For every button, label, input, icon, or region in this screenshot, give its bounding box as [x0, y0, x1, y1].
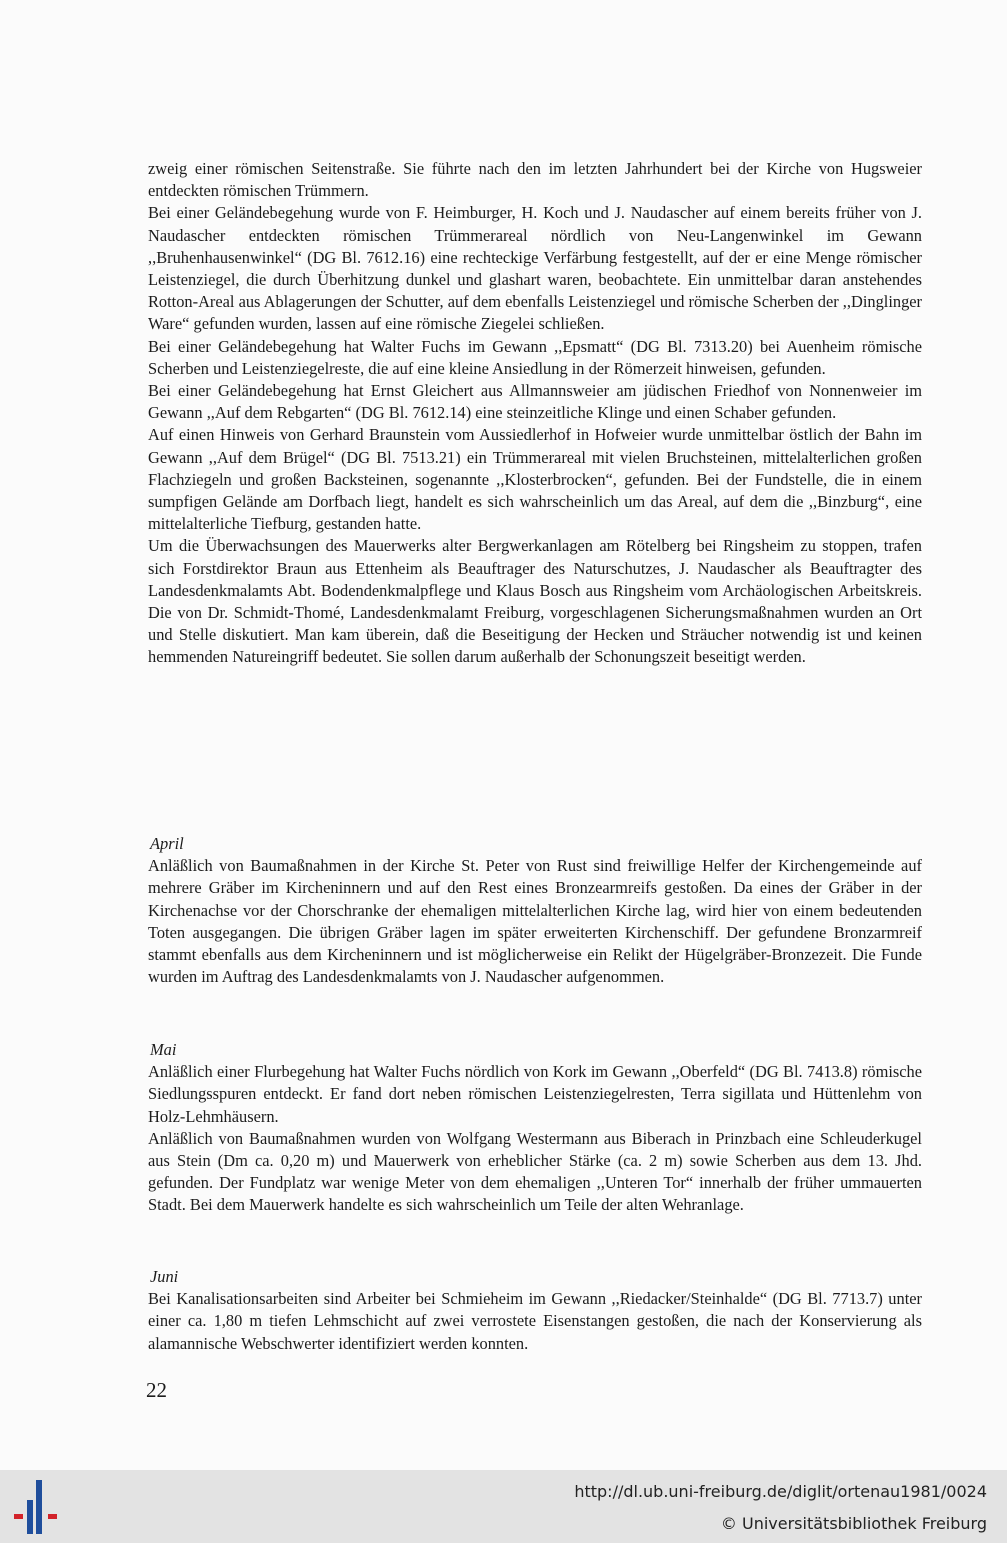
copyright-notice: © Universitätsbibliothek Freiburg — [720, 1514, 987, 1533]
library-footer — [0, 1470, 1007, 1543]
paragraph: Auf einen Hinweis von Gerhard Braunstein vom Aussiedlerhof in Hofweier wurde unmittelbar östlich der Bahn im Gewann ,,Auf dem Brügel“ (DG Bl. 7513.21) ein Trümmerareal mit vielen Bruchsteinen, mittelalterlichen großen Flachziegeln und großen Backsteinen, sogenannte ,,Klosterbrocken“, gefunden. Bei der Fundstelle, die in einem sumpfigen Gelände am Dorfbach liegt, handelt es sich wahrscheinlich um das Areal, auf dem die ,,Binzburg“, eine mittelalterliche Tiefburg, gestanden hatte. — [148, 425, 922, 534]
paragraph: Um die Überwachsungen des Mauerwerks alter Bergwerkanlagen am Rötelberg bei Ringsheim zu stoppen, trafen sich Forstdirektor Braun aus Ettenheim als Beauftrager des Naturschutzes, J. Naudascher als Beauftragter des Landesdenkmalamts Abt. Bodendenkmalpflege und Klaus Bosch aus Ringsheim vom Archäologischen Arbeitskreis. Die von Dr. Schmidt-Thomé, Landesdenkmalamt Freiburg, vorgeschlagenen Sicherungsmaßnahmen wurden an Ort und Stelle diskutiert. Man kam überein, daß die Beseitigung der Hecken und Sträucher notwendig ist und keinen hemmenden Natureingriff bedeutet. Sie sollen darum außerhalb der Schonungszeit beseitigt werden. — [148, 536, 922, 667]
section-juni — [148, 1266, 922, 1355]
paragraph: zweig einer römischen Seitenstraße. Sie führte nach den im letzten Jahrhundert bei der Kirche von Hugsweier entdeckten römischen Trümmern. — [148, 159, 922, 201]
page-number: 22 — [146, 1378, 167, 1402]
paragraph: Anläßlich von Baumaßnahmen in der Kirche St. Peter von Rust sind freiwillige Helfer der Kirchengemeinde auf mehrere Gräber im Kircheninnern und auf den Rest eines Bronzearmreifs gestoßen. Da eines der Gräber in der Kirchenachse vor der Chorschranke der ehemaligen mittelalterlichen Kirche lag, wird hier von einem bedeutenden Toten ausgegangen. Die übrigen Gräber lagen im später erweiterten Kirchenschiff. Der gefundene Bronzarmreif stammt ebenfalls aus dem Kircheninnern und ist möglicherweise ein Relikt der Hügelgräber-Bronzezeit. Die Funde wurden im Auftrag des Landesdenkmalamts von J. Naudascher aufgenommen. — [148, 856, 922, 987]
paragraph: Anläßlich einer Flurbegehung hat Walter Fuchs nördlich von Kork im Gewann ,,Oberfeld“ (DG Bl. 7413.8) römische Siedlungsspuren entdeckt. Er fand dort neben römischen Leistenziegelresten, Terra sigillata und Hüttenlehm von Holz-Lehmhäusern. — [148, 1062, 922, 1126]
paragraph: Bei Kanalisationsarbeiten sind Arbeiter bei Schmieheim im Gewann ,,Riedacker/Steinhalde“ (DG Bl. 7713.7) unter einer ca. 1,80 m tiefen Lehmschicht auf zwei verrostete Eisenstangen gestoßen, die nach der Konservierung als alamannische Webschwerter identifiziert werden konnten. — [148, 1289, 922, 1353]
paragraph: Bei einer Geländebegehung wurde von F. Heimburger, H. Koch und J. Naudascher auf einem bereits früher von J. Naudascher entdeckten römischen Trümmerareal nördlich von Neu-Langenwinkel im Gewann ,,Bruhenhausenwinkel“ (DG Bl. 7612.16) eine rechteckige Verfärbung festgestellt, auf der er eine Menge römischer Leistenziegel, die durch Überhitzung dunkel und glashart waren, beobachtete. Ein unmittelbar daran anstehendes Rotton-Areal aus Ablagerungen der Schutter, auf dem ebenfalls Leistenziegel und römische Scherben der ,,Dinglinger Ware“ gefunden wurden, lassen auf eine römische Ziegelei schließen. — [148, 203, 923, 334]
section-mai — [148, 1039, 922, 1217]
section-april — [148, 833, 922, 988]
paragraph: Anläßlich von Baumaßnahmen wurden von Wolfgang Westermann aus Biberach in Prinzbach eine Schleuderkugel aus Stein (Dm ca. 0,20 m) und Mauerwerk von erheblicher Stärke (ca. 2 m) sowie Scherben aus dem 13. Jhd. gefunden. Der Fundplatz war wenige Meter von dem ehemaligen ,,Unteren Tor“ innerhalb der früher ummauerten Stadt. Bei dem Mauerwerk handelte es sich wahrscheinlich um Teile der alten Wehranlage. — [148, 1128, 922, 1215]
paragraph: Bei einer Geländebegehung hat Ernst Gleichert aus Allmannsweier am jüdischen Friedhof von Nonnenweier im Gewann ,,Auf dem Rebgarten“ (DG Bl. 7612.14) eine steinzeitliche Klinge und einen Schaber gefunden. — [148, 381, 922, 423]
document-url-link[interactable]: http://dl.ub.uni-freiburg.de/diglit/ortenau1981/0024 — [574, 1482, 987, 1501]
section-heading: Juni — [150, 1267, 179, 1286]
intro-section — [148, 158, 922, 669]
paragraph: Bei einer Geländebegehung hat Walter Fuchs im Gewann ,,Epsmatt“ (DG Bl. 7313.20) bei Auenheim römische Scherben und Leistenziegelreste, die auf eine kleine Ansiedlung in der Römerzeit hinweisen, gefunden. — [148, 336, 922, 378]
section-heading: Mai — [150, 1040, 177, 1059]
section-heading: April — [150, 834, 184, 853]
ub-freiburg-logo-icon — [14, 1478, 66, 1536]
